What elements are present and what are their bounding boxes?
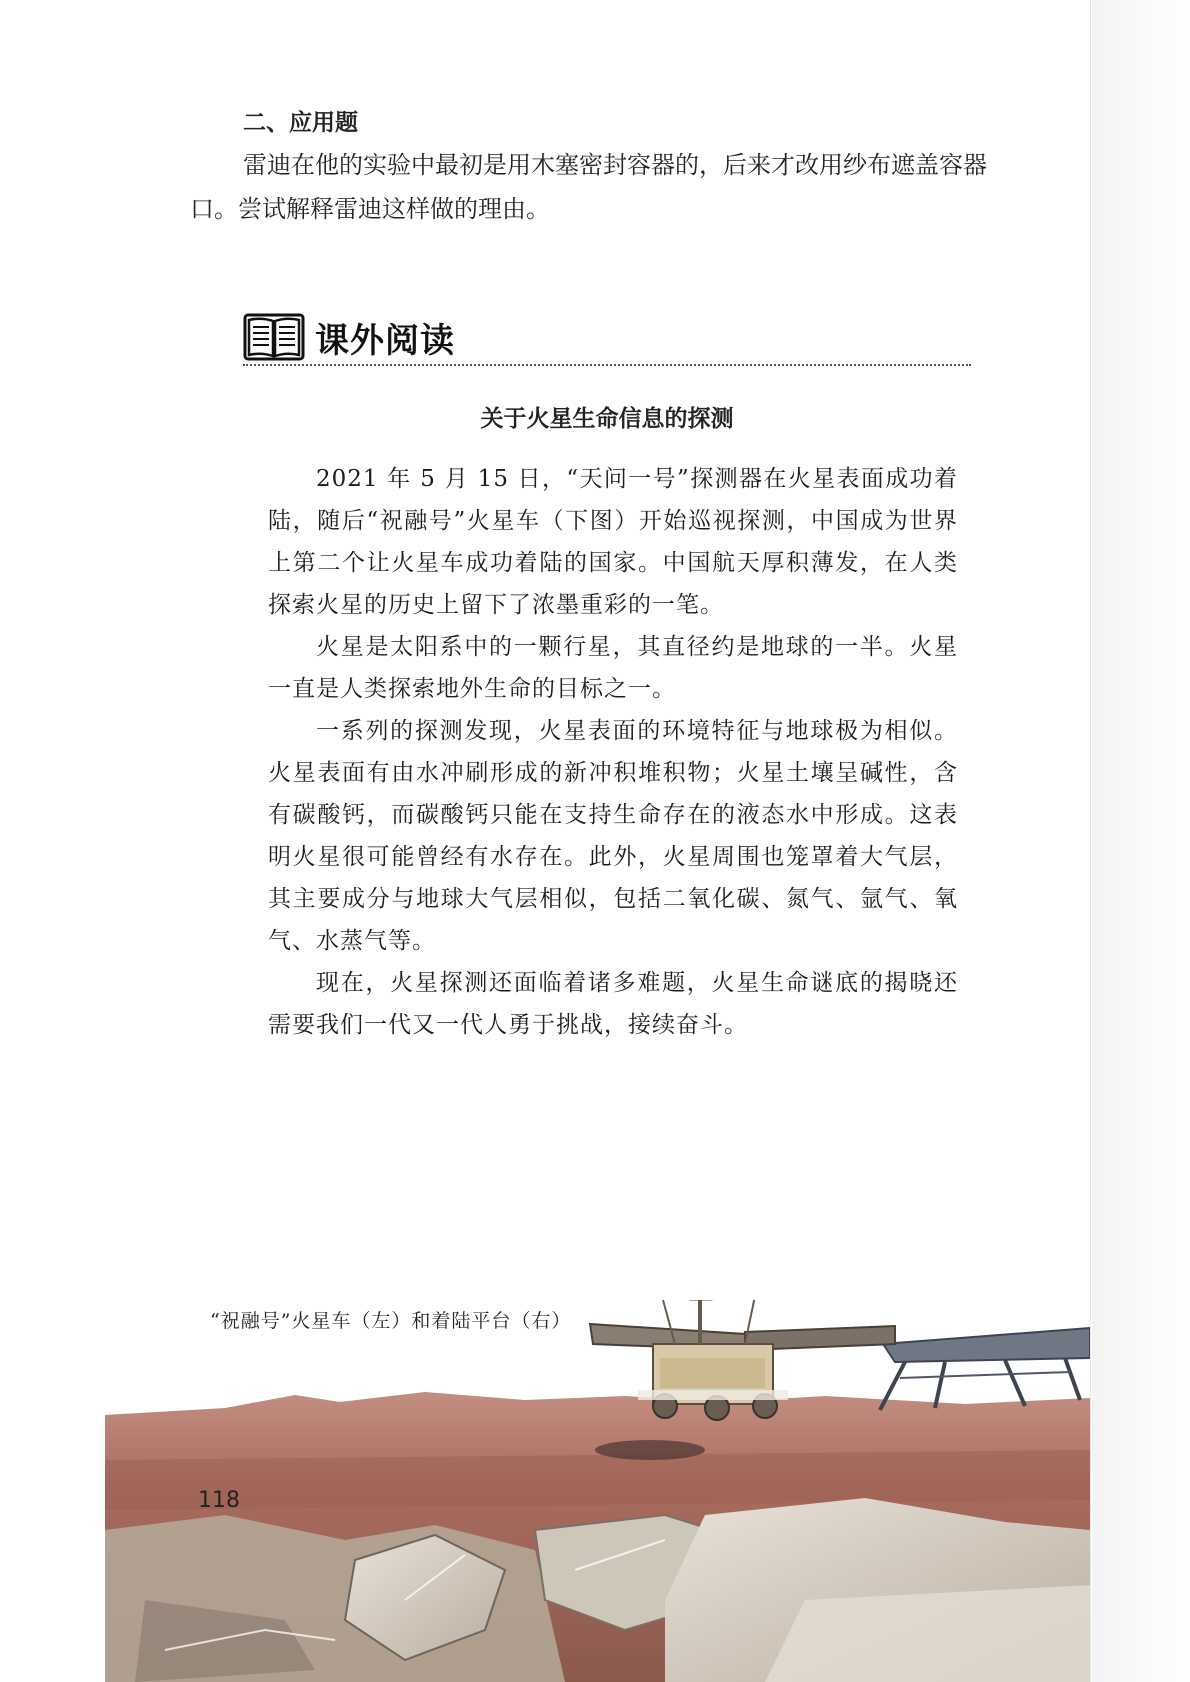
dotted-divider	[243, 364, 971, 366]
page-edge-shadow	[1092, 0, 1190, 1682]
article-title: 关于火星生命信息的探测	[480, 406, 734, 432]
article-paragraph: 火星是太阳系中的一颗行星，其直径约是地球的一半。火星一直是人类探索地外生命的目标之一。	[268, 634, 958, 702]
section-heading: 二、应用题	[243, 110, 358, 136]
reading-section-title: 课外阅读	[315, 320, 455, 361]
figure-caption: “祝融号”火星车（左）和着陆平台（右）	[210, 1310, 572, 1332]
landing-platform	[880, 1328, 1090, 1410]
mars-rover-photo	[105, 1300, 1090, 1682]
reading-header	[243, 312, 455, 362]
page-edge-line	[1090, 0, 1091, 1682]
article-paragraph: 2021 年 5 月 15 日，“天问一号”探测器在火星表面成功着陆，随后“祝融号”火星车（下图）开始巡视探测，中国成为世界上第二个让火星车成功着陆的国家。中国航天厚积薄发，在人类探索火星的历史上留下了浓墨重彩的一笔。	[268, 466, 958, 618]
application-question: 雷迪在他的实验中最初是用木塞密封容器的，后来才改用纱布遮盖容器口。尝试解释雷迪这样做的理由。	[190, 151, 987, 223]
page-number: 118	[198, 1488, 240, 1513]
article-paragraph: 现在，火星探测还面临着诸多难题，火星生命谜底的揭晓还需要我们一代又一代人勇于挑战，接续奋斗。	[268, 970, 958, 1038]
open-book-icon	[243, 312, 305, 362]
article-paragraph: 一系列的探测发现，火星表面的环境特征与地球极为相似。火星表面有由水冲刷形成的新冲积堆积物；火星土壤呈碱性，含有碳酸钙，而碳酸钙只能在支持生命存在的液态水中形成。这表明火星很可能曾经有水存在。此外，火星周围也笼罩着大气层，其主要成分与地球大气层相似，包括二氧化碳、氮气、氩气、氧气、水蒸气等。	[268, 718, 958, 954]
article-body	[268, 458, 958, 1046]
